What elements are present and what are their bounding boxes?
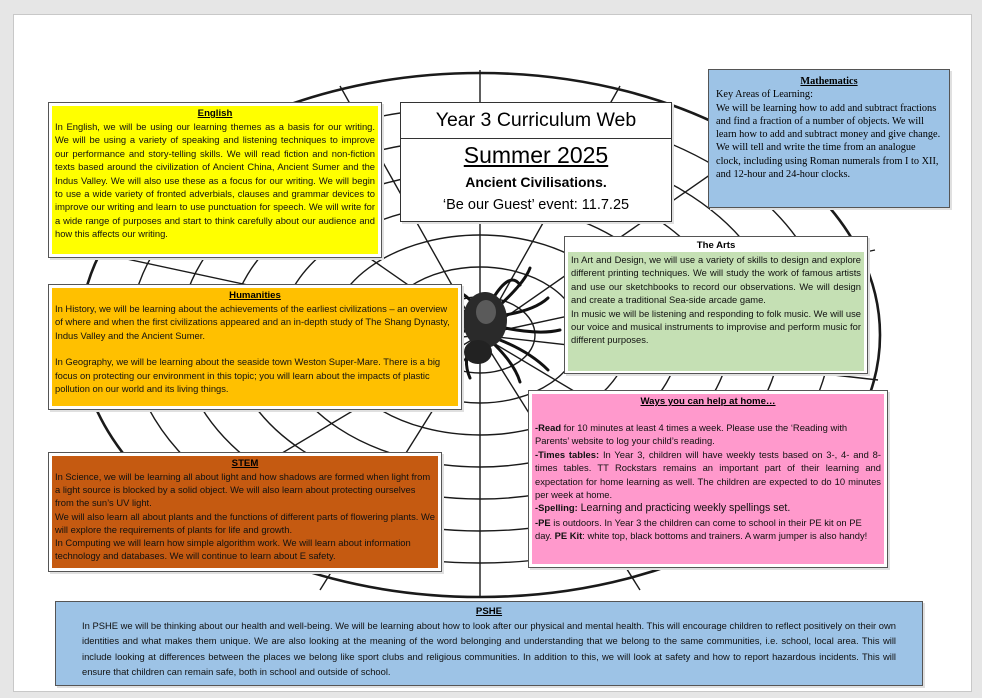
- english-text: In English, we will be using our learning themes as a basis for our writing. We will be using a variety of speaking and listening techniques to improve our performance and story-telling skills. We will read fiction and non-fiction texts based around the civilization of Ancient China, Ancient Sumer and the Indus Valley. We will also use these as a focus for our writing. We will begin to use a wide variety of fronted adverbials, clauses and grammar devices to improve our writing and learn to use punctuation for speech. We will write for a wide range of purposes and start to think carefully about our audience and how this affects our writing.: [55, 121, 375, 240]
- english-title: English: [197, 108, 233, 119]
- pshe-box: [55, 601, 923, 686]
- english-box: [48, 102, 382, 258]
- help-times-text: In Year 3, children will have weekly tests based on 3-, 4- and 8-times tables. TT Rockstars remains an important part of their learning and expectation for home learning as well. The children are expected to do 10 minutes per week at home.: [535, 448, 882, 501]
- mathematics-box: [708, 69, 950, 208]
- page-title: Year 3 Curriculum Web: [435, 109, 637, 131]
- stem-para-1: In Science, we will be learning all about light and how shadows are formed when light from a light source is blocked by a solid object. We will also learn about protecting ourselves from the sun’s UV light.: [55, 471, 431, 509]
- event-heading: ‘Be our Guest’ event: 11.7.25: [442, 197, 630, 213]
- help-pe: [535, 516, 881, 543]
- mathematics-para-2: We will tell and write the time from an analogue clock, including using Roman numerals from I to XII, and 12-hour and 24-hour clocks.: [716, 142, 939, 181]
- help-at-home-box: [528, 390, 888, 568]
- help-times-label: -Times tables:: [535, 448, 600, 460]
- mathematics-subtitle: Key Areas of Learning:: [716, 89, 813, 101]
- arts-para-2: In music we will be listening and responding to folk music. We will use our voice and musical instruments to improvise and perform music for different purposes.: [571, 307, 861, 346]
- arts-para-1: In Art and Design, we will use a variety of skills to design and explore different printing techniques. We will study the work of famous artists and use our sketchbooks to record our observations. We will design and create a traditional Sea-side arcade game.: [571, 254, 861, 306]
- mathematics-title: Mathematics: [800, 76, 858, 87]
- humanities-para-2: In Geography, we will be learning about the seaside town Weston Super-Mare. There is a big focus on protecting our environment in this topic; you will learn about the impacts of plastic pollution on our world and its living things.: [55, 356, 441, 395]
- humanities-box: [48, 284, 462, 410]
- help-times-tables: [535, 448, 881, 502]
- arts-title: The Arts: [696, 240, 736, 251]
- pshe-text: In PSHE we will be thinking about our health and well-being. We will be learning about how to look after our physical and mental health. This will encourage children to reflect positively on their own identities and what makes them unique. We are also looking at the meaning of the word belonging and understanding that we belong to the same communities, i.e. school, local area. This will include looking at differences between the places we belong like sport clubs and religious communities. In addition to this, we will look at safety and how to report hazardous incidents. This will ensure that children can remain safe, both in school and outside of school.: [82, 620, 896, 677]
- help-pekit-label: PE Kit: [554, 530, 583, 542]
- pshe-title: PSHE: [475, 606, 503, 617]
- help-spelling-text: Learning and practicing weekly spellings set.: [577, 502, 791, 515]
- stem-title: STEM: [231, 458, 259, 469]
- help-read-text: for 10 minutes at least 4 times a week. Please use the ‘Reading with Parents’ website to log your child’s reading.: [535, 422, 848, 447]
- help-pe-text: is outdoors. In Year 3 the children can come to school in their PE kit on PE day.: [535, 516, 862, 542]
- help-read-label: -Read: [535, 422, 562, 433]
- help-pekit-text: : white top, black bottoms and trainers. A warm jumper is also handy!: [582, 530, 868, 542]
- help-title: Ways you can help at home…: [640, 396, 776, 407]
- help-pe-label: -PE: [535, 516, 551, 528]
- term-heading: Summer 2025: [463, 142, 609, 168]
- arts-box: [564, 236, 868, 374]
- theme-heading: Ancient Civilisations.: [465, 174, 607, 190]
- humanities-title: Humanities: [229, 290, 281, 301]
- stem-box: [48, 452, 442, 572]
- help-spelling: [535, 501, 881, 515]
- humanities-para-1: In History, we will be learning about the achievements of the earliest civilizations – an overview of where and when the first civilizations appeared and an in-depth study of The Shang Dynasty, Indus Valley and the Ancient Sumer.: [55, 303, 450, 341]
- stem-para-2: We will also learn all about plants and the functions of different parts of flowering plants. We will explore the requirements of plants for life and growth.: [55, 510, 435, 535]
- help-spelling-label: -Spelling:: [535, 502, 578, 514]
- mathematics-para-1: We will be learning how to add and subtract fractions and find a fraction of a number of objects. We will learn how to add and subtract money and give change.: [716, 102, 941, 141]
- title-box: [400, 102, 672, 222]
- header-title-row: [401, 103, 671, 139]
- help-read: [535, 421, 881, 448]
- stem-para-3: In Computing we will learn how simple algorithm work. We will learn about information technology and databases. We will continue to learn about E safety.: [55, 537, 411, 562]
